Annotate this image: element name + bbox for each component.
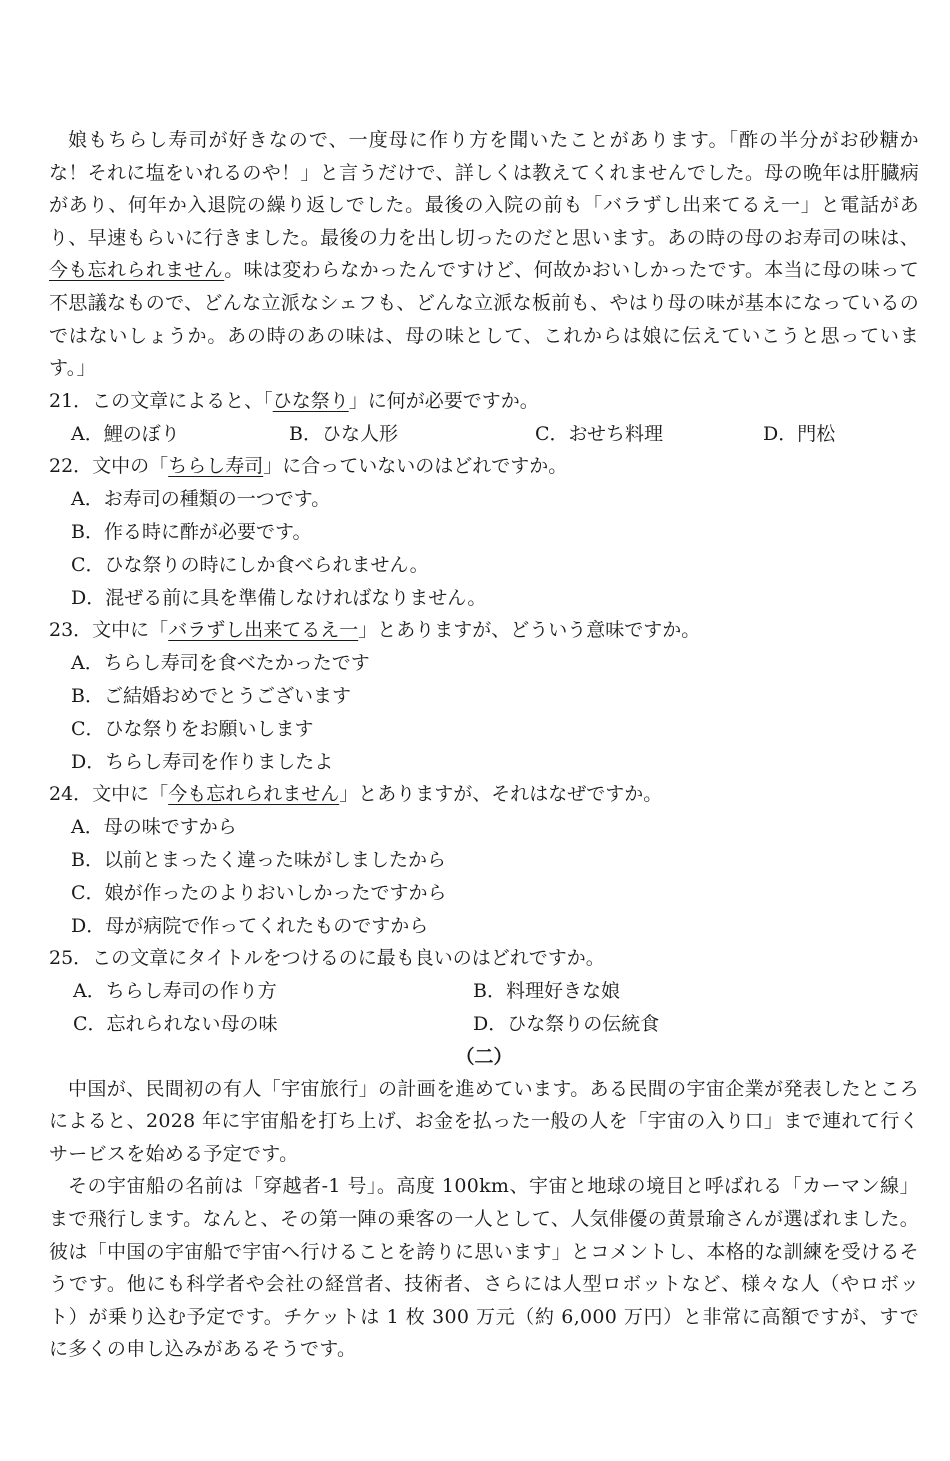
- option-b[interactable]: B．作る時に酢が必要です。: [71, 520, 312, 543]
- option-b[interactable]: B．ご結婚おめでとうございます: [71, 684, 351, 707]
- exam-page: [49, 124, 919, 1366]
- question-24: 24．文中に「今も忘れられません」とありますが、それはなぜですか。: [49, 783, 663, 806]
- underlined-phrase: バラずし出来てるえ一: [168, 619, 359, 642]
- option-c[interactable]: C．ひな祭りをお願いします: [71, 717, 314, 740]
- option-b[interactable]: B．料理好きな娘: [473, 980, 620, 1003]
- option-b[interactable]: B．以前とまったく違った味がしましたから: [71, 848, 446, 871]
- option-c[interactable]: C．娘が作ったのよりおいしかったですから: [71, 881, 447, 904]
- underlined-phrase: ちらし寿司: [168, 455, 264, 478]
- question-22: 22．文中の「ちらし寿司」に合っていないのはどれですか。: [49, 455, 568, 478]
- option-a[interactable]: A．ちらし寿司を食べたかったです: [71, 652, 370, 675]
- option-a[interactable]: A．ちらし寿司の作り方: [73, 980, 277, 1003]
- question-25-options-row1: [73, 975, 919, 1008]
- option-d[interactable]: D．ひな祭りの伝統食: [473, 1012, 660, 1035]
- option-d[interactable]: D．母が病院で作ってくれたものですから: [71, 914, 429, 937]
- option-d[interactable]: D．門松: [763, 422, 836, 445]
- question-25-options-row2: [73, 1008, 919, 1041]
- underlined-phrase: 今も忘れられません: [168, 783, 340, 806]
- question-21-options: [71, 418, 919, 451]
- option-d[interactable]: D．ちらし寿司を作りましたよ: [71, 750, 334, 773]
- section2-paragraph-2: その宇宙船の名前は「穿越者-1 号」。高度 100km、宇宙と地球の境目と呼ばれる「カーマン線」まで飛行します。なんと、その第一陣の乗客の一人として、人気俳優の黄景瑜さんが選ばれました。彼は「中国の宇宙船で宇宙へ行けることを誇りに思います」とコメントし、本格的な訓練を受けるそうです。他にも科学者や会社の経営者、技術者、さらには人型ロボットなど、様々な人（やロボット）が乗り込む予定です。チケットは 1 枚 300 万元（約 6,000 万円）と非常に高額ですが、すでに多くの申し込みがあるそうです。: [49, 1175, 919, 1361]
- question-25: 25．この文章にタイトルをつけるのに最も良いのはどれですか。: [49, 947, 605, 970]
- option-b[interactable]: B．ひな人形: [289, 422, 398, 445]
- option-a[interactable]: A．母の味ですから: [71, 816, 237, 839]
- question-23: 23．文中に「バラずし出来てるえ一」とありますが、どういう意味ですか。: [49, 619, 701, 642]
- underlined-phrase: 今も忘れられません: [49, 259, 225, 282]
- option-d[interactable]: D．混ぜる前に具を準備しなければなりません。: [71, 586, 487, 609]
- question-21: 21．この文章によると、「ひな祭り」に何が必要ですか。: [49, 389, 539, 412]
- option-c[interactable]: C．ひな祭りの時にしか食べられません。: [71, 553, 429, 576]
- passage-paragraph: 娘もちらし寿司が好きなので、一度母に作り方を聞いたことがあります。「酢の半分がお砂糖かな！それに塩をいれるのや！」と言うだけで、詳しくは教えてくれませんでした。母の晩年は肝臓病があり、何年か入退院の繰り返しでした。最後の入院の前も「バラずし出来てるえ一」と電話があり、早速もらいに行きました。最後の力を出し切ったのだと思います。あの時の母のお寿司の味は、今も忘れられません。味は変わらなかったんですけど、何故かおいしかったです。本当に母の味って不思議なもので、どんな立派なシェフも、どんな立派な板前も、やはり母の味が基本になっているのではないしょうか。あの時のあの味は、母の味として、これからは娘に伝えていこうと思っています。」: [49, 129, 919, 380]
- section-heading: （二）: [455, 1045, 513, 1068]
- option-c[interactable]: C．おせち料理: [535, 422, 663, 445]
- option-a[interactable]: A．お寿司の種類の一つです。: [71, 488, 331, 511]
- section2-paragraph-1: 中国が、民間初の有人「宇宙旅行」の計画を進めています。ある民間の宇宙企業が発表したところによると、2028 年に宇宙船を打ち上げ、お金を払った一般の人を「宇宙の入り口」まで連れて行くサービスを始める予定です。: [49, 1077, 919, 1165]
- option-a[interactable]: A．鯉のぼり: [71, 422, 180, 445]
- underlined-phrase: ひな祭り: [272, 389, 349, 412]
- option-c[interactable]: C．忘れられない母の味: [73, 1012, 278, 1035]
